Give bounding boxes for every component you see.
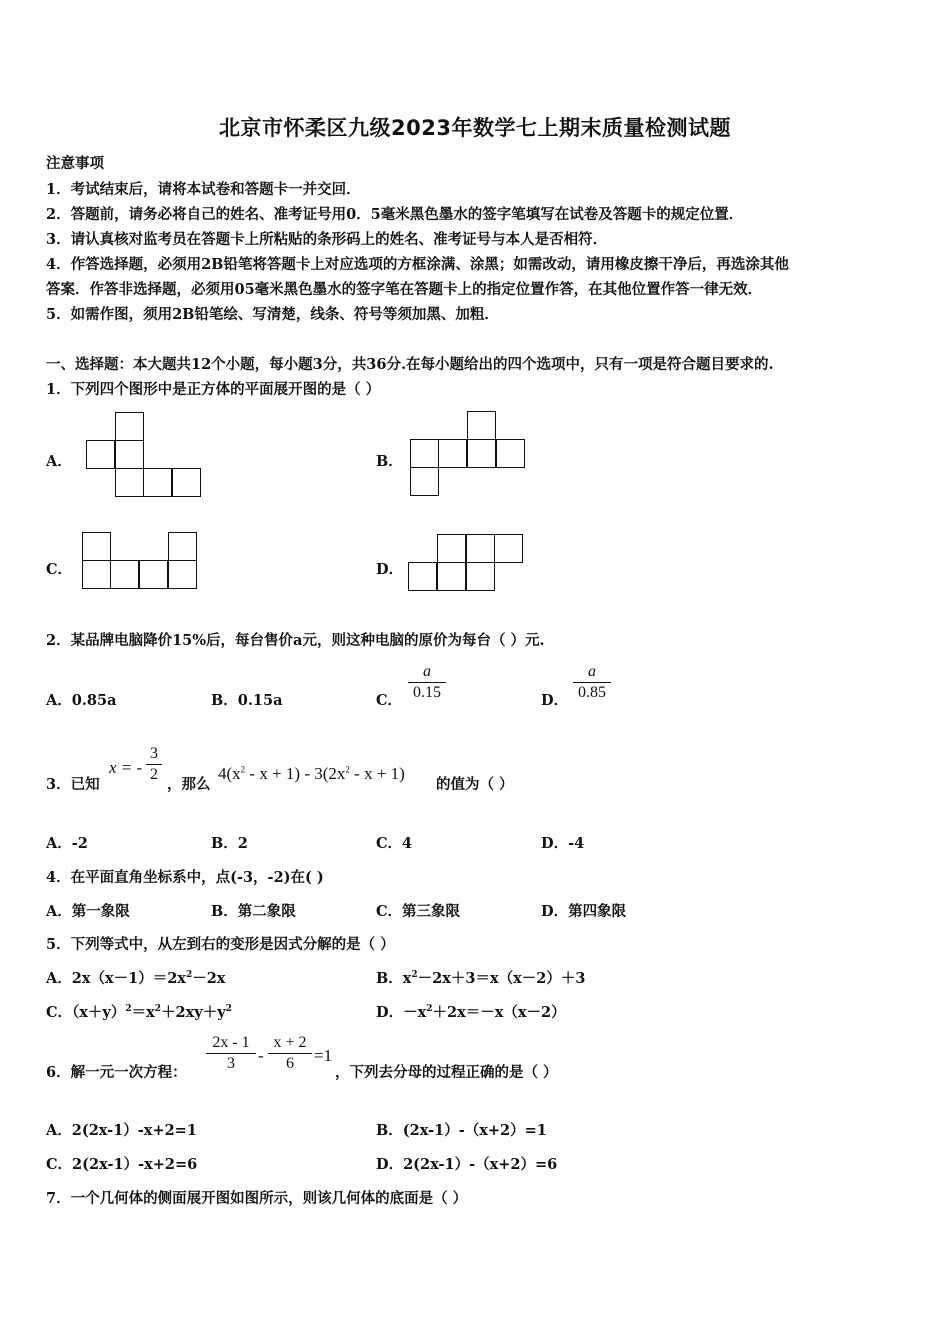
option-text: B．x	[376, 970, 412, 987]
fraction-x+2-over-6	[268, 1034, 312, 1073]
option-text: D．－x	[376, 1004, 427, 1021]
option-b: B．(2x-1）-（x+2）=1	[376, 1122, 547, 1139]
section-heading: 一、选择题：本大题共12个小题，每小题3分，共36分.在每小题给出的四个选项中，只有一项是符合题目要求的.	[46, 356, 774, 373]
numerator: 3	[150, 745, 158, 762]
notice-heading: 注意事项	[46, 155, 104, 172]
net-square	[82, 560, 111, 589]
option-d-label: D．	[541, 692, 569, 709]
fraction-a-over-085	[573, 663, 611, 702]
option-b: B．2	[211, 835, 248, 852]
option-text: ＋2xy＋y	[161, 1004, 226, 1021]
net-square	[496, 439, 525, 468]
fraction-bar	[206, 1053, 256, 1054]
numerator: x + 2	[273, 1034, 307, 1051]
fraction-2x-1-over-3	[206, 1034, 256, 1073]
net-square	[110, 560, 139, 589]
option-d	[376, 1001, 566, 1022]
math-expression	[218, 764, 405, 784]
notice-item: 2．答题前，请务必将自己的姓名、准考证号用0．5毫米黑色墨水的签字笔填写在试卷及答题卡的规定位置．	[46, 206, 744, 223]
net-square	[466, 562, 495, 591]
option-text: ＝x	[131, 1004, 155, 1021]
option-d: D．-4	[541, 835, 585, 852]
option-text: A．2x（x－1）＝2x	[46, 970, 186, 987]
option-d: D．第四象限	[541, 903, 627, 920]
numerator: 2x - 1	[212, 1034, 250, 1051]
net-square	[139, 560, 168, 589]
option-a: A．0.85a	[46, 692, 117, 709]
net-square	[115, 412, 144, 441]
net-square	[143, 468, 172, 497]
question-2-stem: 2．某品牌电脑降价15%后，每台售价a元，则这种电脑的原价为每台（ ）元.	[46, 632, 545, 649]
question-5-stem: 5．下列等式中，从左到右的变形是因式分解的是（ ）	[46, 936, 395, 953]
exponent: 2	[426, 1004, 433, 1015]
expr-part: - x + 1)	[349, 764, 405, 783]
net-square	[115, 440, 144, 469]
fraction-bar	[573, 682, 611, 683]
question-3-prefix: 3．已知	[46, 776, 100, 793]
fraction-bar	[146, 764, 162, 765]
net-square	[410, 467, 439, 496]
denominator: 6	[286, 1055, 294, 1072]
page-title: 北京市怀柔区九级2023年数学七上期末质量检测试题	[219, 116, 731, 140]
option-text: －2x	[192, 970, 226, 987]
option-a-label: A．	[46, 453, 72, 470]
exponent: 2	[240, 764, 246, 775]
net-square	[437, 562, 466, 591]
net-square	[466, 534, 495, 563]
net-square	[467, 439, 496, 468]
net-square	[82, 532, 111, 561]
math-equals-one: =1	[314, 1046, 333, 1065]
denominator: 3	[227, 1055, 235, 1072]
option-b: B．0.15a	[211, 692, 283, 709]
net-square	[437, 534, 466, 563]
net-square	[115, 468, 144, 497]
question-6-suffix: ，下列去分母的过程正确的是（ ）	[335, 1064, 558, 1081]
notice-item: 4．作答选择题，必须用2B铅笔将答题卡上对应选项的方框涂满、涂黑；如需改动，请用橡皮擦干净后，再选涂其他	[46, 256, 789, 273]
notice-item: 3．请认真核对监考员在答题卡上所粘贴的条形码上的姓名、准考证号与本人是否相符．	[46, 231, 608, 248]
math-x-equals: x = -	[109, 758, 143, 777]
denominator: 0.85	[578, 684, 606, 701]
net-square	[168, 532, 197, 561]
option-a	[46, 967, 225, 988]
option-c: C．4	[376, 835, 413, 852]
exponent: 2	[125, 1004, 132, 1015]
exponent: 2	[154, 1004, 162, 1015]
option-b: B．第二象限	[211, 903, 296, 920]
exponent: 2	[345, 764, 350, 775]
exponent: 2	[225, 1004, 232, 1015]
net-square	[408, 562, 437, 591]
denominator: 0.15	[413, 684, 441, 701]
fraction-3-over-2	[146, 745, 162, 784]
question-4-stem: 4．在平面直角坐标系中，点(-3，-2)在( )	[46, 869, 324, 886]
option-c: C．第三象限	[376, 903, 461, 920]
net-square	[86, 440, 115, 469]
fraction-bar	[408, 682, 446, 683]
net-square	[172, 468, 201, 497]
option-text: －2x＋3＝x（x－2）＋3	[417, 970, 586, 987]
numerator: a	[588, 663, 596, 680]
option-c-label: C．	[46, 561, 73, 578]
question-7-stem: 7．一个几何体的侧面展开图如图所示，则该几何体的底面是（ ）	[46, 1190, 468, 1207]
option-d-label: D．	[376, 561, 404, 578]
expr-part: - x + 1) - 3(2x	[245, 764, 346, 783]
notice-item: 1．考试结束后，请将本试卷和答题卡一并交回．	[46, 181, 361, 198]
fraction-bar	[268, 1053, 312, 1054]
question-6-prefix: 6．解一元一次方程：	[46, 1064, 187, 1081]
notice-item: 5．如需作图，须用2B铅笔绘、写清楚，线条、符号等须加黑、加粗．	[46, 306, 499, 323]
denominator: 2	[150, 766, 158, 783]
net-square	[438, 439, 467, 468]
option-a: A．2(2x-1）-x+2=1	[46, 1122, 197, 1139]
expr-part: 4	[218, 764, 227, 783]
net-square	[467, 411, 496, 440]
option-a: A．-2	[46, 835, 88, 852]
exponent: 2	[185, 970, 193, 981]
option-c	[46, 1001, 232, 1022]
net-square	[494, 534, 523, 563]
fraction-a-over-015	[408, 663, 446, 702]
option-a: A．第一象限	[46, 903, 130, 920]
notice-item: 答案．作答非选择题，必须用05毫米黑色墨水的签字笔在答题卡上的指定位置作答，在其他位置作答一律无效．	[46, 281, 763, 298]
net-square	[410, 439, 439, 468]
question-1-stem: 1．下列四个图形中是正方体的平面展开图的是（ ）	[46, 381, 381, 398]
question-3-middle: ，那么	[167, 776, 211, 793]
option-text: ＋2x＝－x（x－2）	[432, 1004, 566, 1021]
option-b-label: B．	[376, 453, 403, 470]
option-c: C．2(2x-1）-x+2=6	[46, 1156, 198, 1173]
net-square	[168, 560, 197, 589]
option-d: D．2(2x-1）-（x+2）=6	[376, 1156, 558, 1173]
expr-part: (x	[226, 764, 241, 783]
option-text: C．（x＋y）	[46, 1004, 126, 1021]
exponent: 2	[411, 970, 418, 981]
option-b	[376, 967, 585, 988]
math-minus: -	[258, 1046, 264, 1065]
numerator: a	[423, 663, 431, 680]
option-c-label: C．	[376, 692, 403, 709]
question-3-suffix: 的值为（ ）	[436, 776, 514, 793]
